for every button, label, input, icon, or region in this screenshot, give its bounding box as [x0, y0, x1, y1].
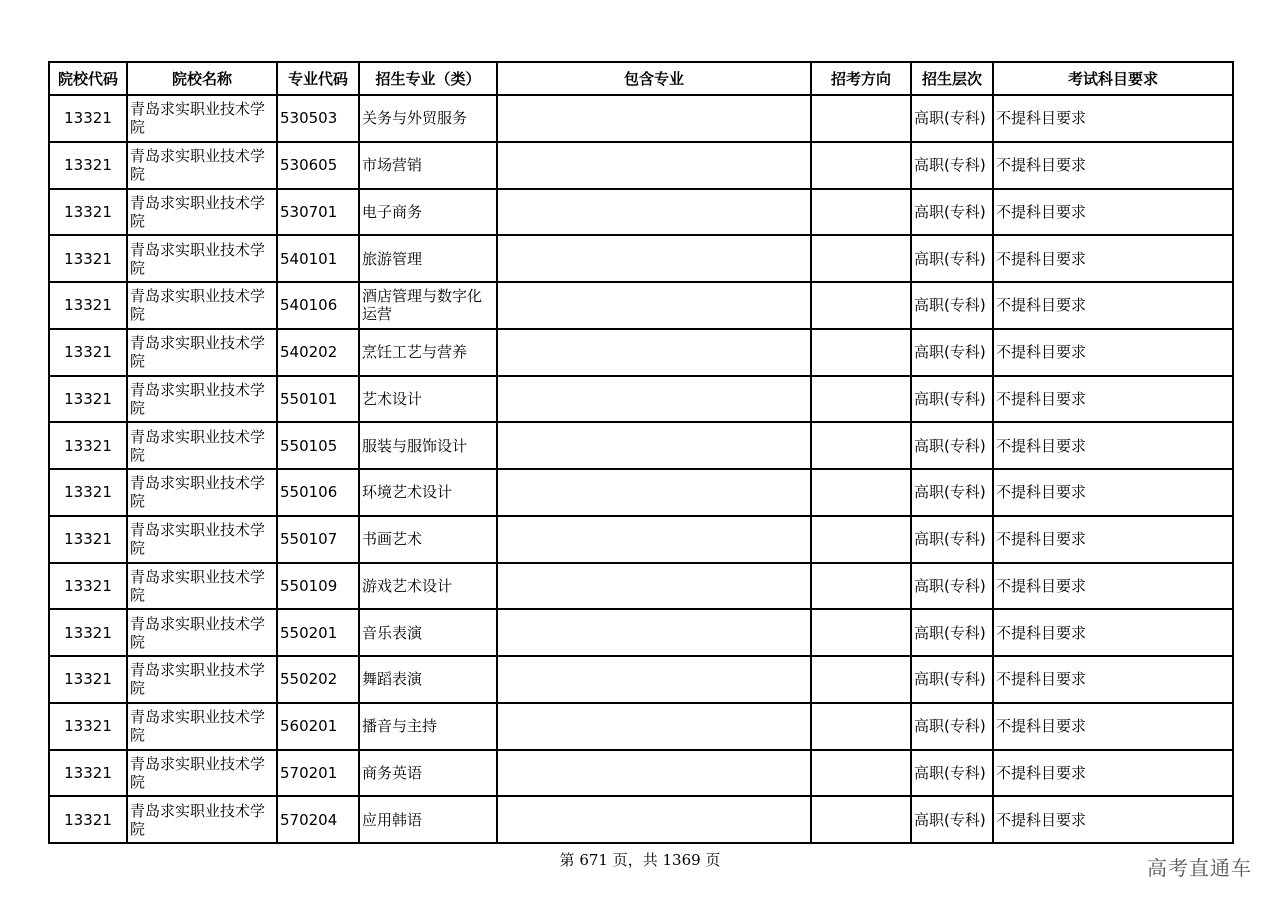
- cell-level: 高职(专科): [911, 329, 993, 376]
- cell-subjects: 不提科目要求: [993, 282, 1233, 329]
- cell-school-name: 青岛求实职业技术学院: [127, 703, 277, 750]
- cell-level: 高职(专科): [911, 422, 993, 469]
- cell-school-code: 13321: [49, 282, 127, 329]
- cell-major: 市场营销: [359, 142, 497, 189]
- cell-subjects: 不提科目要求: [993, 469, 1233, 516]
- cell-major-code: 550106: [277, 469, 359, 516]
- cell-subjects: 不提科目要求: [993, 656, 1233, 703]
- cell-school-code: 13321: [49, 516, 127, 563]
- cell-major-code: 530605: [277, 142, 359, 189]
- cell-direction: [811, 656, 911, 703]
- cell-major: 关务与外贸服务: [359, 95, 497, 142]
- header-level: 招生层次: [911, 62, 993, 95]
- cell-major-code: 570204: [277, 796, 359, 843]
- cell-school-code: 13321: [49, 142, 127, 189]
- cell-included-majors: [497, 282, 811, 329]
- cell-major-code: 560201: [277, 703, 359, 750]
- table-row: [49, 95, 1233, 142]
- cell-school-name: 青岛求实职业技术学院: [127, 656, 277, 703]
- cell-subjects: 不提科目要求: [993, 95, 1233, 142]
- cell-subjects: 不提科目要求: [993, 422, 1233, 469]
- cell-school-name: 青岛求实职业技术学院: [127, 189, 277, 236]
- cell-direction: [811, 516, 911, 563]
- cell-included-majors: [497, 516, 811, 563]
- cell-school-code: 13321: [49, 703, 127, 750]
- cell-direction: [811, 796, 911, 843]
- cell-major-code: 570201: [277, 750, 359, 797]
- cell-major: 艺术设计: [359, 376, 497, 423]
- cell-school-name: 青岛求实职业技术学院: [127, 469, 277, 516]
- cell-major: 舞蹈表演: [359, 656, 497, 703]
- cell-included-majors: [497, 609, 811, 656]
- cell-major-code: 550101: [277, 376, 359, 423]
- cell-school-code: 13321: [49, 796, 127, 843]
- cell-included-majors: [497, 563, 811, 610]
- cell-major-code: 540202: [277, 329, 359, 376]
- cell-school-name: 青岛求实职业技术学院: [127, 750, 277, 797]
- cell-school-name: 青岛求实职业技术学院: [127, 563, 277, 610]
- header-included-majors: 包含专业: [497, 62, 811, 95]
- cell-major-code: 540106: [277, 282, 359, 329]
- cell-included-majors: [497, 329, 811, 376]
- header-row: [49, 62, 1233, 95]
- cell-level: 高职(专科): [911, 469, 993, 516]
- cell-included-majors: [497, 469, 811, 516]
- cell-school-name: 青岛求实职业技术学院: [127, 95, 277, 142]
- cell-included-majors: [497, 142, 811, 189]
- cell-subjects: 不提科目要求: [993, 703, 1233, 750]
- cell-subjects: 不提科目要求: [993, 376, 1233, 423]
- table-body: [49, 95, 1233, 843]
- table-row: [49, 235, 1233, 282]
- cell-major: 商务英语: [359, 750, 497, 797]
- cell-subjects: 不提科目要求: [993, 235, 1233, 282]
- table-row: [49, 516, 1233, 563]
- cell-school-name: 青岛求实职业技术学院: [127, 282, 277, 329]
- cell-subjects: 不提科目要求: [993, 796, 1233, 843]
- cell-included-majors: [497, 422, 811, 469]
- cell-school-name: 青岛求实职业技术学院: [127, 422, 277, 469]
- cell-level: 高职(专科): [911, 750, 993, 797]
- cell-direction: [811, 376, 911, 423]
- table-row: [49, 796, 1233, 843]
- cell-included-majors: [497, 656, 811, 703]
- cell-school-name: 青岛求实职业技术学院: [127, 609, 277, 656]
- cell-level: 高职(专科): [911, 235, 993, 282]
- cell-level: 高职(专科): [911, 376, 993, 423]
- table-row: [49, 189, 1233, 236]
- header-subjects: 考试科目要求: [993, 62, 1233, 95]
- cell-school-code: 13321: [49, 235, 127, 282]
- cell-major: 电子商务: [359, 189, 497, 236]
- cell-direction: [811, 282, 911, 329]
- table-row: [49, 142, 1233, 189]
- cell-subjects: 不提科目要求: [993, 329, 1233, 376]
- cell-major-code: 550105: [277, 422, 359, 469]
- cell-direction: [811, 609, 911, 656]
- cell-major: 酒店管理与数字化运营: [359, 282, 497, 329]
- cell-school-code: 13321: [49, 95, 127, 142]
- cell-school-code: 13321: [49, 750, 127, 797]
- admissions-table: [48, 61, 1234, 844]
- cell-major: 播音与主持: [359, 703, 497, 750]
- cell-direction: [811, 329, 911, 376]
- table-row: [49, 422, 1233, 469]
- header-direction: 招考方向: [811, 62, 911, 95]
- cell-level: 高职(专科): [911, 189, 993, 236]
- cell-included-majors: [497, 796, 811, 843]
- table-row: [49, 329, 1233, 376]
- cell-school-code: 13321: [49, 422, 127, 469]
- cell-level: 高职(专科): [911, 656, 993, 703]
- cell-school-code: 13321: [49, 469, 127, 516]
- cell-major: 书画艺术: [359, 516, 497, 563]
- table-row: [49, 703, 1233, 750]
- cell-major-code: 530701: [277, 189, 359, 236]
- cell-subjects: 不提科目要求: [993, 750, 1233, 797]
- cell-direction: [811, 235, 911, 282]
- cell-direction: [811, 142, 911, 189]
- cell-direction: [811, 469, 911, 516]
- cell-school-code: 13321: [49, 563, 127, 610]
- cell-included-majors: [497, 189, 811, 236]
- table-row: [49, 469, 1233, 516]
- table-row: [49, 750, 1233, 797]
- header-major: 招生专业（类）: [359, 62, 497, 95]
- cell-direction: [811, 703, 911, 750]
- cell-direction: [811, 750, 911, 797]
- table-row: [49, 376, 1233, 423]
- header-school-name: 院校名称: [127, 62, 277, 95]
- cell-major-code: 550201: [277, 609, 359, 656]
- cell-school-code: 13321: [49, 189, 127, 236]
- cell-major-code: 550109: [277, 563, 359, 610]
- cell-included-majors: [497, 376, 811, 423]
- cell-level: 高职(专科): [911, 142, 993, 189]
- cell-major: 应用韩语: [359, 796, 497, 843]
- cell-subjects: 不提科目要求: [993, 563, 1233, 610]
- cell-school-name: 青岛求实职业技术学院: [127, 516, 277, 563]
- cell-level: 高职(专科): [911, 282, 993, 329]
- cell-major-code: 530503: [277, 95, 359, 142]
- cell-subjects: 不提科目要求: [993, 142, 1233, 189]
- table-row: [49, 282, 1233, 329]
- cell-major: 服装与服饰设计: [359, 422, 497, 469]
- cell-direction: [811, 189, 911, 236]
- cell-level: 高职(专科): [911, 703, 993, 750]
- cell-major: 音乐表演: [359, 609, 497, 656]
- table-row: [49, 609, 1233, 656]
- cell-school-name: 青岛求实职业技术学院: [127, 235, 277, 282]
- cell-school-name: 青岛求实职业技术学院: [127, 329, 277, 376]
- cell-school-code: 13321: [49, 329, 127, 376]
- cell-level: 高职(专科): [911, 516, 993, 563]
- cell-level: 高职(专科): [911, 796, 993, 843]
- cell-major-code: 550107: [277, 516, 359, 563]
- header-school-code: 院校代码: [49, 62, 127, 95]
- cell-direction: [811, 563, 911, 610]
- cell-level: 高职(专科): [911, 609, 993, 656]
- cell-school-code: 13321: [49, 609, 127, 656]
- cell-school-name: 青岛求实职业技术学院: [127, 142, 277, 189]
- cell-major-code: 550202: [277, 656, 359, 703]
- cell-included-majors: [497, 703, 811, 750]
- cell-subjects: 不提科目要求: [993, 609, 1233, 656]
- table-row: [49, 656, 1233, 703]
- cell-included-majors: [497, 750, 811, 797]
- cell-included-majors: [497, 95, 811, 142]
- cell-school-name: 青岛求实职业技术学院: [127, 376, 277, 423]
- cell-school-code: 13321: [49, 376, 127, 423]
- cell-included-majors: [497, 235, 811, 282]
- watermark-text: 高考直通车: [1147, 856, 1252, 880]
- cell-subjects: 不提科目要求: [993, 189, 1233, 236]
- cell-level: 高职(专科): [911, 95, 993, 142]
- cell-major: 旅游管理: [359, 235, 497, 282]
- cell-major-code: 540101: [277, 235, 359, 282]
- page-number: 第 671 页，共 1369 页: [559, 851, 721, 869]
- table-row: [49, 563, 1233, 610]
- cell-direction: [811, 95, 911, 142]
- cell-major: 烹饪工艺与营养: [359, 329, 497, 376]
- cell-direction: [811, 422, 911, 469]
- cell-major: 环境艺术设计: [359, 469, 497, 516]
- cell-level: 高职(专科): [911, 563, 993, 610]
- cell-school-code: 13321: [49, 656, 127, 703]
- header-major-code: 专业代码: [277, 62, 359, 95]
- cell-school-name: 青岛求实职业技术学院: [127, 796, 277, 843]
- cell-major: 游戏艺术设计: [359, 563, 497, 610]
- cell-subjects: 不提科目要求: [993, 516, 1233, 563]
